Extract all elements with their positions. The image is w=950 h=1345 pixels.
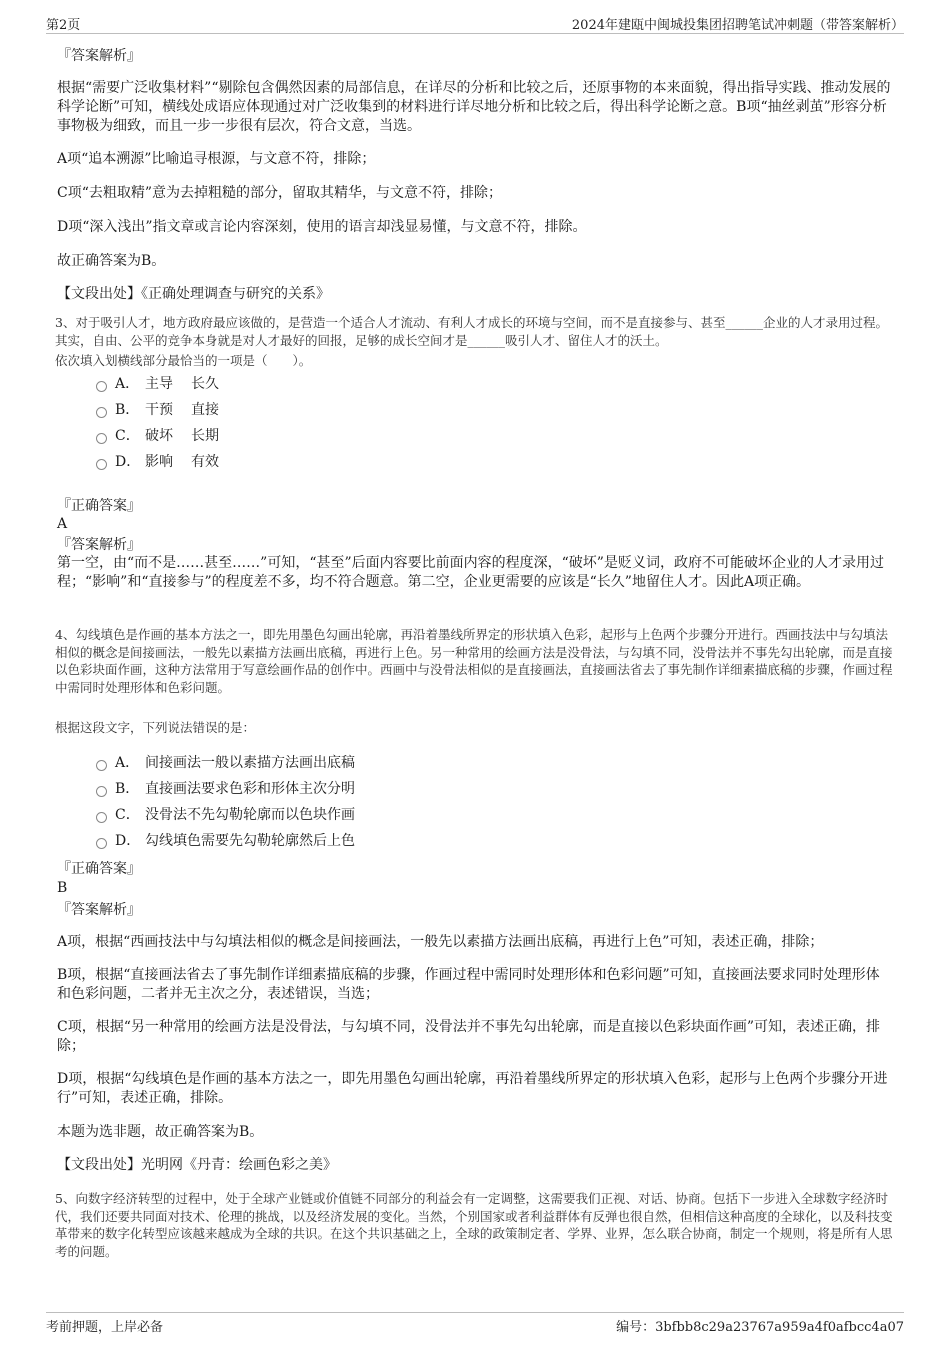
q5-stem: 5、向数字经济转型的过程中，处于全球产业链或价值链不同部分的利益会有一定调整，这需要我们正视、对话、协商。包括下一步进入全球数字经济时代，我们还要共同面对技术、伦理的挑战，以及经济发展的变化。当然，个别国家或者利益群体有反弹也很自然，但相信这种高度的全球化，以及科技变革带来的数字化转型应该越来越成为全球的共识。在这个共识基础之上，全球的政策制定者、学界、业界，怎么联合协商，制定一个规则，将是所有人思考的问题。	[55, 1191, 893, 1259]
radio-icon[interactable]	[96, 433, 107, 444]
q4-option-c[interactable]: C． 没骨法不先勾勒轮廓而以色块作画	[96, 805, 355, 825]
radio-icon[interactable]	[96, 786, 107, 797]
q3-answer-heading: 『正确答案』	[57, 498, 141, 514]
q3-option-d[interactable]: D． 影响 有效	[96, 452, 219, 472]
q4-option-d[interactable]: D． 勾线填色需要先勾勒轮廓然后上色	[96, 831, 355, 851]
page-number: 第2页	[46, 18, 81, 33]
q2-option-c-analysis: C项“去粗取精”意为去掉粗糙的部分，留取其精华，与文意不符，排除；	[57, 185, 503, 201]
q2-analysis-para: 根据“需要广泛收集材料”“剔除包含偶然因素的局部信息，在详尽的分析和比较之后，还原事物的本来面貌，得出指导实践、推动发展的科学论断”可知，横线处成语应体现通过对广泛收集到的材料进行详尽地分析和比较之后，得出科学论断之意。B项“抽丝剥茧”形容分析事物极为细致，而且一步一步很有层次，符合文意，当选。	[57, 80, 891, 134]
q4-conclusion: 本题为选非题，故正确答案为B。	[57, 1124, 264, 1140]
q4-option-d-analysis: D项，根据“勾线填色是作画的基本方法之一，即先用墨色勾画出轮廓，再沿着墨线所界定的形状填入色彩，起形与上色两个步骤分开进行”可知，表述正确，排除。	[57, 1071, 888, 1106]
q3-answer: A	[57, 516, 68, 532]
radio-icon[interactable]	[96, 838, 107, 849]
q2-source: 【文段出处】《正确处理调查与研究的关系》	[57, 286, 330, 302]
footer-slogan: 考前押题，上岸必备	[46, 1320, 164, 1335]
radio-icon[interactable]	[96, 459, 107, 470]
page-header	[46, 13, 904, 34]
q3-option-a[interactable]: A． 主导 长久	[96, 374, 219, 394]
radio-icon[interactable]	[96, 812, 107, 823]
q4-stem: 4、勾线填色是作画的基本方法之一，即先用墨色勾画出轮廓，再沿着墨线所界定的形状填入色彩，起形与上色两个步骤分开进行。西画技法中与勾填法相似的概念是间接画法，一般先以素描方法画出底稿，再进行上色。另一种常用的绘画方法是没骨法，与勾填不同，没骨法并不事先勾出轮廓，而是直接以色彩块面作画，这种方法常用于写意绘画作品的创作中。西画中与没骨法相似的是直接画法，直接画法省去了事先制作详细素描底稿的步骤，作画过程中需同时处理形体和色彩问题。	[55, 627, 893, 695]
radio-icon[interactable]	[96, 407, 107, 418]
q2-option-d-analysis: D项“深入浅出”指文章或言论内容深刻，使用的语言却浅显易懂，与文意不符，排除。	[57, 219, 587, 235]
q3-option-b[interactable]: B． 干预 直接	[96, 400, 219, 420]
q4-answer: B	[57, 880, 68, 896]
q4-prompt: 根据这段文字，下列说法错误的是：	[55, 720, 256, 735]
document-title: 2024年建瓯中闽城投集团招聘笔试冲刺题（带答案解析）	[571, 18, 904, 33]
radio-icon[interactable]	[96, 760, 107, 771]
q4-option-b-analysis: B项，根据“直接画法省去了事先制作详细素描底稿的步骤，作画过程中需同时处理形体和色彩问题”可知，直接画法要求同时处理形体和色彩问题，二者并无主次之分，表述错误，当选；	[57, 967, 880, 1002]
q4-source: 【文段出处】光明网《丹青：绘画色彩之美》	[57, 1157, 337, 1173]
q2-option-a-analysis: A项“追本溯源”比喻追寻根源，与文意不符，排除；	[57, 151, 376, 167]
q4-option-a[interactable]: A． 间接画法一般以素描方法画出底稿	[96, 753, 355, 773]
page-footer	[46, 1312, 904, 1335]
q4-analysis-heading: 『答案解析』	[57, 902, 141, 918]
q3-option-c[interactable]: C． 破坏 长期	[96, 426, 219, 446]
q2-conclusion: 故正确答案为B。	[57, 253, 166, 269]
radio-icon[interactable]	[96, 381, 107, 392]
q4-option-b[interactable]: B． 直接画法要求色彩和形体主次分明	[96, 779, 355, 799]
q3-stem: 3、对于吸引人才，地方政府最应该做的，是营造一个适合人才流动、有利人才成长的环境与空间，而不是直接参与、甚至______企业的人才录用过程。其实，自由、公平的竞争本身就是对人才最好的回报，足够的成长空间才是______吸引人才、留住人才的沃土。	[55, 315, 888, 348]
q3-prompt: 依次填入划横线部分最恰当的一项是（ ）。	[55, 353, 312, 368]
q4-option-c-analysis: C项，根据“另一种常用的绘画方法是没骨法，与勾填不同，没骨法并不事先勾出轮廓，而是直接以色彩块面作画”可知，表述正确，排除；	[57, 1019, 881, 1054]
q2-analysis-heading: 『答案解析』	[57, 48, 141, 64]
document-code: 编号：3bfbb8c29a23767a959a4f0afbcc4a07	[616, 1320, 904, 1335]
q3-analysis-heading: 『答案解析』	[57, 537, 141, 553]
q4-answer-heading: 『正确答案』	[57, 861, 141, 877]
q4-option-a-analysis: A项，根据“西画技法中与勾填法相似的概念是间接画法，一般先以素描方法画出底稿，再进行上色”可知，表述正确，排除；	[57, 934, 824, 950]
q3-analysis: 第一空，由“而不是……甚至……”可知，“甚至”后面内容要比前面内容的程度深，“破坏”是贬义词，政府不可能破坏企业的人才录用过程；“影响”和“直接参与”的程度差不多，均不符合题意。第二空，企业更需要的应该是“长久”地留住人才。因此A项正确。	[57, 555, 884, 590]
